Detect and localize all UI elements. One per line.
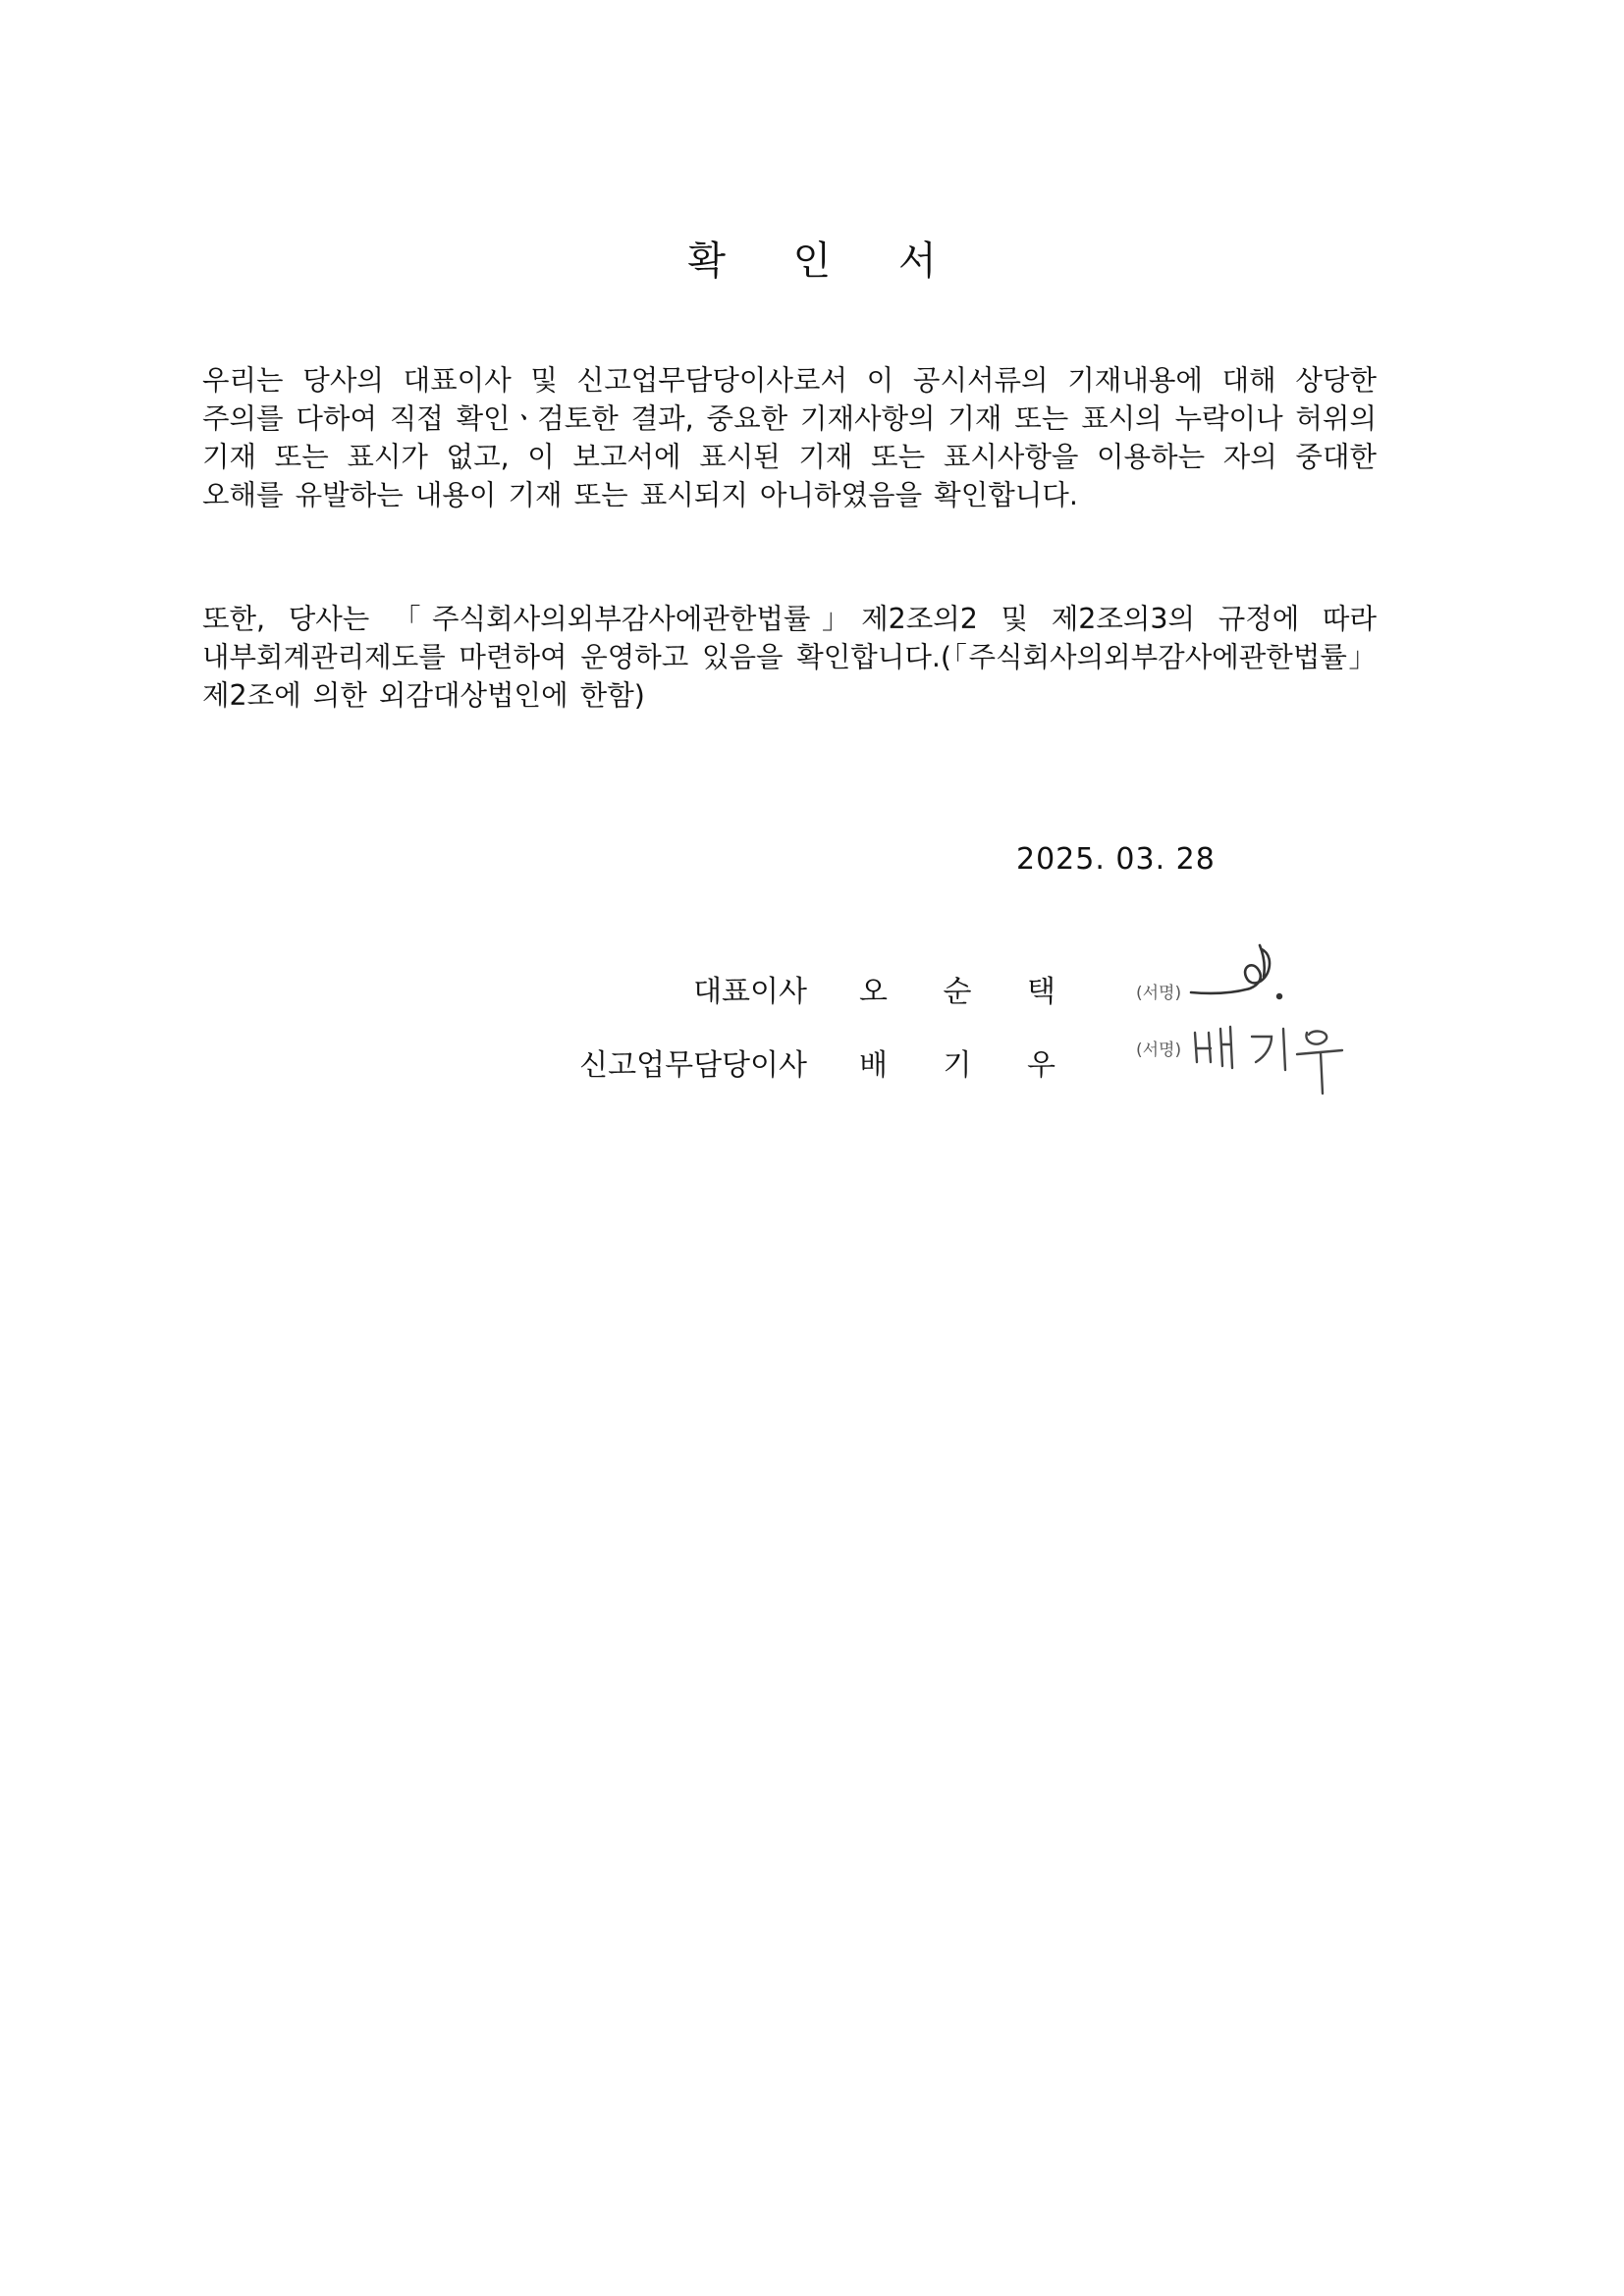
- reporting-director-signature: [1134, 1011, 1370, 1104]
- name-char: 순: [943, 975, 972, 1009]
- name-char: 우: [1027, 1048, 1056, 1083]
- confirmation-paragraph: 우리는 당사의 대표이사 및 신고업무담당이사로서 이 공시서류의 기재내용에 대해 상당한 주의를 다하여 직접 확인ㆍ검토한 결과, 중요한 기재사항의 기재 또는 표시의 누락이나 허위의 기재 또는 표시가 없고, 이 보고서에 표시된 기재 또는 표시사항을 이용하는 자의 중대한 오해를 유발하는 내용이 기재 또는 표시되지 아니하였음을 확인합니다.: [202, 364, 1377, 511]
- name-char: 오: [859, 975, 888, 1009]
- internal-control-paragraph: 또한, 당사는 「주식회사의외부감사에관한법률」제2조의2 및 제2조의3의 규정에 따라 내부회계관리제도를 마련하여 운영하고 있음을 확인합니다.(「주식회사의외부감사에관한법률」제2조에 의한 외감대상법인에 한함): [202, 603, 1377, 712]
- page-title: 확 인 서: [687, 239, 964, 284]
- signature-label: (서명): [1136, 1041, 1182, 1060]
- signatory-role: 신고업무담당이사: [579, 1048, 807, 1083]
- ceo-signature: [1134, 937, 1306, 1011]
- signatory-name: [859, 967, 1056, 1010]
- signatory-row-ceo: [0, 967, 1624, 1016]
- signatory-row-reporting-director: [0, 1041, 1624, 1090]
- signature-label: (서명): [1136, 984, 1182, 1003]
- name-char: 배: [859, 1048, 888, 1083]
- document-date: 2025. 03. 28: [1016, 842, 1216, 877]
- signatory-role: 대표이사: [693, 975, 807, 1009]
- name-char: 기: [943, 1048, 972, 1083]
- signatory-name: [859, 1041, 1056, 1084]
- name-char: 택: [1027, 975, 1056, 1009]
